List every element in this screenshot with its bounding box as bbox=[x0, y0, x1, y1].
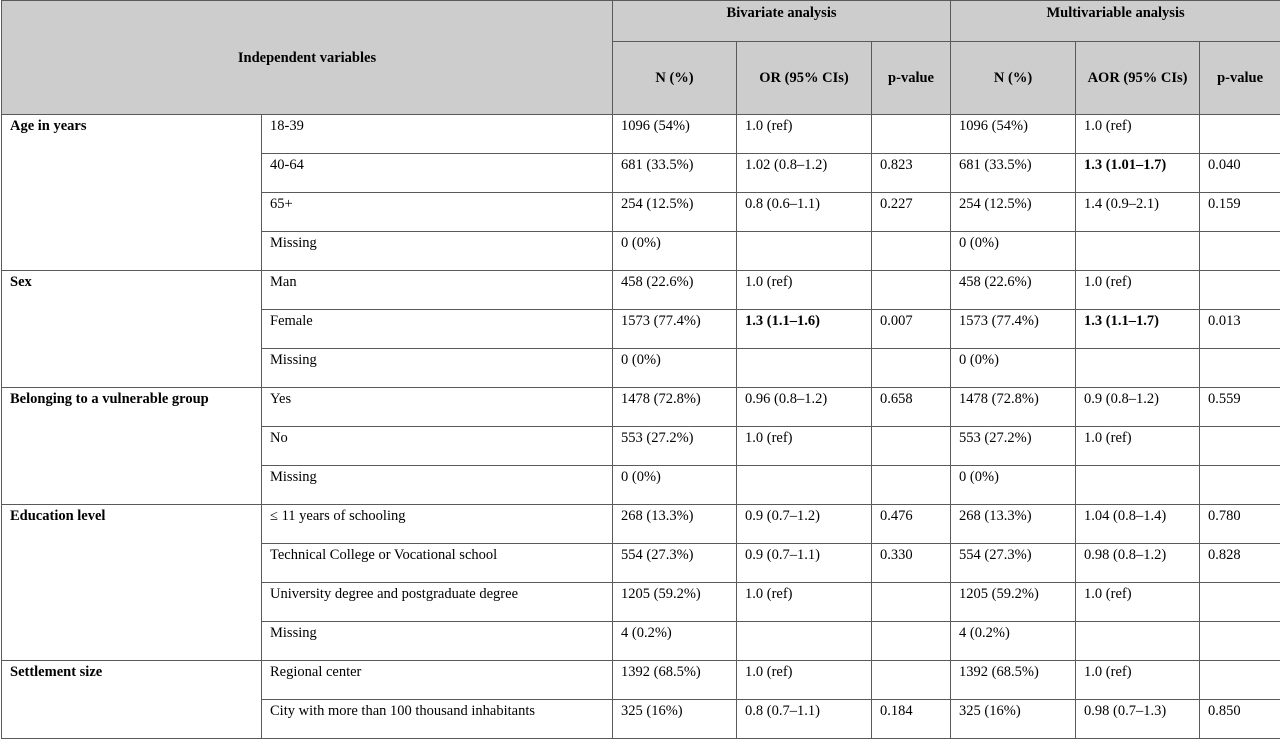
bivariate-or-header: OR (95% CIs) bbox=[737, 42, 872, 115]
table-row bbox=[2, 505, 1280, 544]
bivariate-p-cell bbox=[872, 583, 951, 622]
bivariate-p-cell bbox=[872, 349, 951, 388]
bivariate-n-cell: 1096 (54%) bbox=[613, 115, 737, 154]
bivariate-or-cell: 0.8 (0.6–1.1) bbox=[737, 193, 872, 232]
category-cell: City with more than 100 thousand inhabitants bbox=[262, 700, 613, 739]
multivariable-aor-cell: 1.0 (ref) bbox=[1076, 427, 1200, 466]
bivariate-n-cell: 458 (22.6%) bbox=[613, 271, 737, 310]
multivariable-n-cell: 325 (16%) bbox=[951, 700, 1076, 739]
multivariable-n-cell: 1392 (68.5%) bbox=[951, 661, 1076, 700]
multivariable-n-cell: 681 (33.5%) bbox=[951, 154, 1076, 193]
category-cell: Man bbox=[262, 271, 613, 310]
multivariable-p-cell: 0.850 bbox=[1200, 700, 1280, 739]
multivariable-p-cell bbox=[1200, 427, 1280, 466]
multivariable-p-cell: 0.780 bbox=[1200, 505, 1280, 544]
multivariable-p-cell bbox=[1200, 271, 1280, 310]
bivariate-p-cell bbox=[872, 232, 951, 271]
bivariate-or-cell bbox=[737, 349, 872, 388]
multivariable-aor-cell: 1.4 (0.9–2.1) bbox=[1076, 193, 1200, 232]
table-row bbox=[2, 661, 1280, 700]
bivariate-or-cell bbox=[737, 466, 872, 505]
table-body bbox=[2, 115, 1280, 739]
bivariate-or-cell: 1.0 (ref) bbox=[737, 583, 872, 622]
category-cell: 40-64 bbox=[262, 154, 613, 193]
bivariate-or-cell: 1.0 (ref) bbox=[737, 427, 872, 466]
multivariable-p-header: p-value bbox=[1200, 42, 1280, 115]
variable-name-cell: Sex bbox=[2, 271, 262, 388]
multivariable-analysis-header: Multivariable analysis bbox=[951, 1, 1280, 42]
bivariate-or-cell: 0.8 (0.7–1.1) bbox=[737, 700, 872, 739]
bivariate-n-cell: 254 (12.5%) bbox=[613, 193, 737, 232]
category-cell: Missing bbox=[262, 232, 613, 271]
multivariable-p-cell: 0.559 bbox=[1200, 388, 1280, 427]
multivariable-p-cell: 0.828 bbox=[1200, 544, 1280, 583]
multivariable-p-cell: 0.013 bbox=[1200, 310, 1280, 349]
multivariable-p-cell bbox=[1200, 583, 1280, 622]
bivariate-p-cell bbox=[872, 271, 951, 310]
multivariable-p-cell: 0.159 bbox=[1200, 193, 1280, 232]
bivariate-or-cell bbox=[737, 232, 872, 271]
multivariable-n-cell: 1096 (54%) bbox=[951, 115, 1076, 154]
bivariate-or-cell: 1.0 (ref) bbox=[737, 271, 872, 310]
bivariate-or-cell: 0.96 (0.8–1.2) bbox=[737, 388, 872, 427]
multivariable-n-cell: 554 (27.3%) bbox=[951, 544, 1076, 583]
multivariable-p-cell bbox=[1200, 466, 1280, 505]
bivariate-p-cell: 0.823 bbox=[872, 154, 951, 193]
variable-name-cell: Age in years bbox=[2, 115, 262, 271]
bivariate-or-cell: 1.3 (1.1–1.6) bbox=[737, 310, 872, 349]
multivariable-p-cell: 0.040 bbox=[1200, 154, 1280, 193]
table-row bbox=[2, 388, 1280, 427]
multivariable-n-cell: 268 (13.3%) bbox=[951, 505, 1076, 544]
multivariable-aor-cell: 1.0 (ref) bbox=[1076, 583, 1200, 622]
multivariable-n-cell: 458 (22.6%) bbox=[951, 271, 1076, 310]
bivariate-n-cell: 268 (13.3%) bbox=[613, 505, 737, 544]
bivariate-analysis-header: Bivariate analysis bbox=[613, 1, 951, 42]
bivariate-p-cell bbox=[872, 466, 951, 505]
multivariable-n-cell: 1573 (77.4%) bbox=[951, 310, 1076, 349]
variable-name-cell: Settlement size bbox=[2, 661, 262, 739]
multivariable-p-cell bbox=[1200, 232, 1280, 271]
multivariable-n-cell: 4 (0.2%) bbox=[951, 622, 1076, 661]
multivariable-p-cell bbox=[1200, 349, 1280, 388]
multivariable-aor-cell: 0.98 (0.7–1.3) bbox=[1076, 700, 1200, 739]
results-table bbox=[1, 0, 1280, 739]
multivariable-n-cell: 553 (27.2%) bbox=[951, 427, 1076, 466]
bivariate-n-cell: 554 (27.3%) bbox=[613, 544, 737, 583]
variable-name-cell: Belonging to a vulnerable group bbox=[2, 388, 262, 505]
bivariate-p-cell: 0.184 bbox=[872, 700, 951, 739]
variable-name-cell: Education level bbox=[2, 505, 262, 661]
category-cell: Technical College or Vocational school bbox=[262, 544, 613, 583]
table-header bbox=[2, 1, 1280, 115]
bivariate-or-cell: 1.02 (0.8–1.2) bbox=[737, 154, 872, 193]
multivariable-p-cell bbox=[1200, 622, 1280, 661]
bivariate-n-cell: 325 (16%) bbox=[613, 700, 737, 739]
category-cell: 65+ bbox=[262, 193, 613, 232]
bivariate-p-cell: 0.476 bbox=[872, 505, 951, 544]
bivariate-p-cell: 0.658 bbox=[872, 388, 951, 427]
multivariable-aor-cell: 1.0 (ref) bbox=[1076, 271, 1200, 310]
bivariate-p-cell bbox=[872, 661, 951, 700]
table-row bbox=[2, 115, 1280, 154]
multivariable-n-cell: 1205 (59.2%) bbox=[951, 583, 1076, 622]
multivariable-n-cell: 0 (0%) bbox=[951, 349, 1076, 388]
bivariate-n-cell: 1205 (59.2%) bbox=[613, 583, 737, 622]
multivariable-aor-header: AOR (95% CIs) bbox=[1076, 42, 1200, 115]
category-cell: ≤ 11 years of schooling bbox=[262, 505, 613, 544]
bivariate-or-cell bbox=[737, 622, 872, 661]
bivariate-p-cell bbox=[872, 115, 951, 154]
multivariable-aor-cell: 0.9 (0.8–1.2) bbox=[1076, 388, 1200, 427]
bivariate-p-cell bbox=[872, 427, 951, 466]
bivariate-p-cell: 0.227 bbox=[872, 193, 951, 232]
multivariable-n-cell: 254 (12.5%) bbox=[951, 193, 1076, 232]
category-cell: University degree and postgraduate degree bbox=[262, 583, 613, 622]
bivariate-or-cell: 0.9 (0.7–1.2) bbox=[737, 505, 872, 544]
bivariate-p-header: p-value bbox=[872, 42, 951, 115]
bivariate-p-cell bbox=[872, 622, 951, 661]
category-cell: Female bbox=[262, 310, 613, 349]
category-cell: Yes bbox=[262, 388, 613, 427]
bivariate-or-cell: 0.9 (0.7–1.1) bbox=[737, 544, 872, 583]
multivariable-aor-cell bbox=[1076, 466, 1200, 505]
bivariate-n-cell: 0 (0%) bbox=[613, 349, 737, 388]
multivariable-p-cell bbox=[1200, 115, 1280, 154]
multivariable-aor-cell: 1.3 (1.1–1.7) bbox=[1076, 310, 1200, 349]
category-cell: 18-39 bbox=[262, 115, 613, 154]
category-cell: Regional center bbox=[262, 661, 613, 700]
category-cell: No bbox=[262, 427, 613, 466]
category-cell: Missing bbox=[262, 466, 613, 505]
bivariate-n-cell: 0 (0%) bbox=[613, 466, 737, 505]
multivariable-aor-cell: 1.3 (1.01–1.7) bbox=[1076, 154, 1200, 193]
bivariate-or-cell: 1.0 (ref) bbox=[737, 115, 872, 154]
bivariate-n-cell: 0 (0%) bbox=[613, 232, 737, 271]
bivariate-n-cell: 553 (27.2%) bbox=[613, 427, 737, 466]
bivariate-n-cell: 681 (33.5%) bbox=[613, 154, 737, 193]
multivariable-n-cell: 0 (0%) bbox=[951, 232, 1076, 271]
table-row bbox=[2, 271, 1280, 310]
multivariable-aor-cell bbox=[1076, 622, 1200, 661]
independent-variables-header: Independent variables bbox=[2, 1, 613, 115]
multivariable-aor-cell bbox=[1076, 349, 1200, 388]
bivariate-n-header: N (%) bbox=[613, 42, 737, 115]
multivariable-n-header: N (%) bbox=[951, 42, 1076, 115]
multivariable-aor-cell bbox=[1076, 232, 1200, 271]
multivariable-aor-cell: 1.0 (ref) bbox=[1076, 115, 1200, 154]
multivariable-aor-cell: 0.98 (0.8–1.2) bbox=[1076, 544, 1200, 583]
bivariate-n-cell: 4 (0.2%) bbox=[613, 622, 737, 661]
category-cell: Missing bbox=[262, 622, 613, 661]
multivariable-aor-cell: 1.0 (ref) bbox=[1076, 661, 1200, 700]
bivariate-p-cell: 0.330 bbox=[872, 544, 951, 583]
category-cell: Missing bbox=[262, 349, 613, 388]
multivariable-p-cell bbox=[1200, 661, 1280, 700]
bivariate-n-cell: 1392 (68.5%) bbox=[613, 661, 737, 700]
bivariate-or-cell: 1.0 (ref) bbox=[737, 661, 872, 700]
bivariate-n-cell: 1573 (77.4%) bbox=[613, 310, 737, 349]
multivariable-aor-cell: 1.04 (0.8–1.4) bbox=[1076, 505, 1200, 544]
bivariate-p-cell: 0.007 bbox=[872, 310, 951, 349]
multivariable-n-cell: 0 (0%) bbox=[951, 466, 1076, 505]
bivariate-n-cell: 1478 (72.8%) bbox=[613, 388, 737, 427]
multivariable-n-cell: 1478 (72.8%) bbox=[951, 388, 1076, 427]
